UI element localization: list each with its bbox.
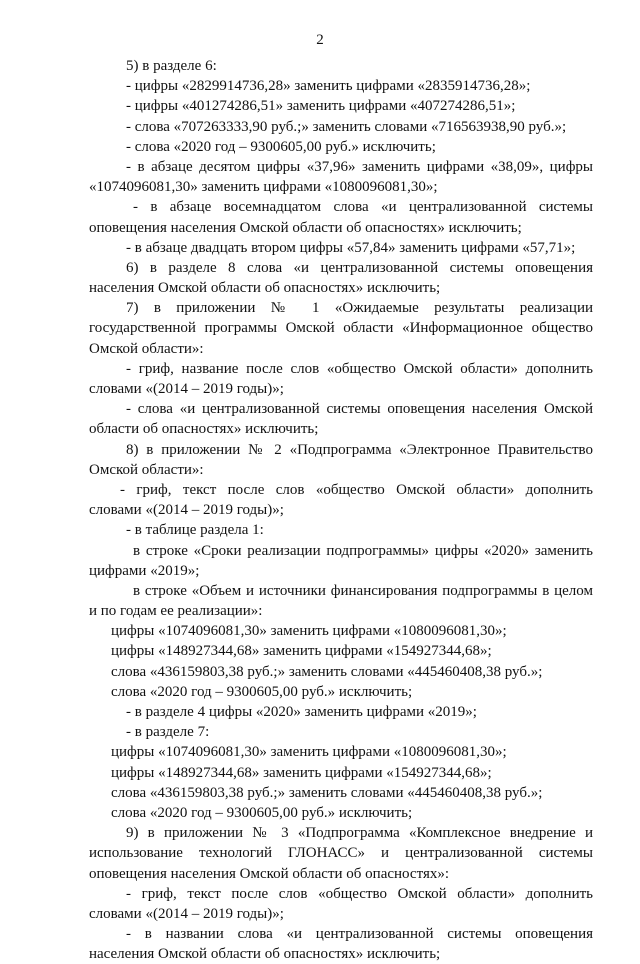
text-line: «1074096081,30» заменить цифрами «1080096081,30»; <box>89 179 438 196</box>
text-line: области об опасностях» исключить; <box>89 421 319 438</box>
text-line: - слова «707263333,90 руб.;» заменить словами «716563938,90 руб.»; <box>126 118 567 135</box>
text-line: - в разделе 7: <box>126 724 210 741</box>
text-line: - гриф, текст после слов «общество Омской области» дополнить <box>120 481 593 498</box>
text-line: и по годам ее реализации»: <box>89 603 263 620</box>
text-line: - гриф, текст после слов «общество Омской области» дополнить <box>126 885 593 902</box>
text-line: слова «2020 год – 9300605,00 руб.» исключить; <box>111 683 413 700</box>
text-line: - слова «2020 год – 9300605,00 руб.» исключить; <box>126 138 436 155</box>
text-line: в строке «Сроки реализации подпрограммы» цифры «2020» заменить <box>133 542 593 559</box>
text-line: государственной программы Омской области «Информационное общество <box>89 320 593 337</box>
text-line: населения Омской области об опасностях» исключить; <box>89 946 441 963</box>
text-line: Омской области»: <box>89 340 204 357</box>
text-line: 7) в приложении № 1 «Ожидаемые результаты реализации <box>126 300 593 317</box>
text-line: словами «(2014 – 2019 годы)»; <box>89 502 284 519</box>
text-line: 9) в приложении № 3 «Подпрограмма «Комплексное внедрение и <box>126 825 593 842</box>
text-line: слова «2020 год – 9300605,00 руб.» исключить; <box>111 804 413 821</box>
text-line: оповещения населения Омской области об опасностях» исключить; <box>89 219 522 236</box>
text-line: - в таблице раздела 1: <box>126 522 264 539</box>
text-line: 6) в разделе 8 слова «и централизованной системы оповещения <box>126 259 593 276</box>
text-line: словами «(2014 – 2019 годы)»; <box>89 905 284 922</box>
text-line: - слова «и централизованной системы оповещения населения Омской <box>126 401 593 418</box>
text-line: использование технологий ГЛОНАСС» и централизованной системы <box>89 845 593 862</box>
text-line: цифры «1074096081,30» заменить цифрами «1080096081,30»; <box>111 623 507 640</box>
text-line: - в абзаце восемнадцатом слова «и централизованной системы <box>133 199 593 216</box>
text-line: оповещения населения Омской области об опасностях»: <box>89 865 450 882</box>
text-line: - в абзаце десятом цифры «37,96» заменить цифрами «38,09», цифры <box>126 158 593 175</box>
document-body <box>89 56 593 964</box>
text-line: цифры «1074096081,30» заменить цифрами «1080096081,30»; <box>111 744 507 761</box>
text-line: - в названии слова «и централизованной системы оповещения <box>126 926 593 943</box>
text-line: - цифры «401274286,51» заменить цифрами «407274286,51»; <box>126 98 516 115</box>
text-line: слова «436159803,38 руб.;» заменить словами «445460408,38 руб.»; <box>111 663 543 680</box>
text-line: - в разделе 4 цифры «2020» заменить цифрами «2019»; <box>126 704 477 720</box>
text-line: - цифры «2829914736,28» заменить цифрами «2835914736,28»; <box>126 78 531 95</box>
text-line: цифрами «2019»; <box>89 562 200 579</box>
text-line: - в абзаце двадцать втором цифры «57,84» заменить цифрами «57,71»; <box>126 239 576 256</box>
text-line: населения Омской области об опасностях» исключить; <box>89 280 441 297</box>
page-number: 2 <box>316 32 324 48</box>
text-line: слова «436159803,38 руб.;» заменить словами «445460408,38 руб.»; <box>111 784 543 801</box>
text-line: цифры «148927344,68» заменить цифрами «154927344,68»; <box>111 643 492 660</box>
text-line: 8) в приложении № 2 «Подпрограмма «Электронное Правительство <box>126 441 593 458</box>
text-line: 5) в разделе 6: <box>126 58 217 74</box>
text-line: словами «(2014 – 2019 годы)»; <box>89 381 284 397</box>
text-line: цифры «148927344,68» заменить цифрами «154927344,68»; <box>111 764 492 781</box>
text-line: Омской области»: <box>89 461 204 478</box>
text-line: - гриф, название после слов «общество Омской области» дополнить <box>126 360 593 377</box>
text-line: в строке «Объем и источники финансирования подпрограммы в целом <box>133 582 593 599</box>
